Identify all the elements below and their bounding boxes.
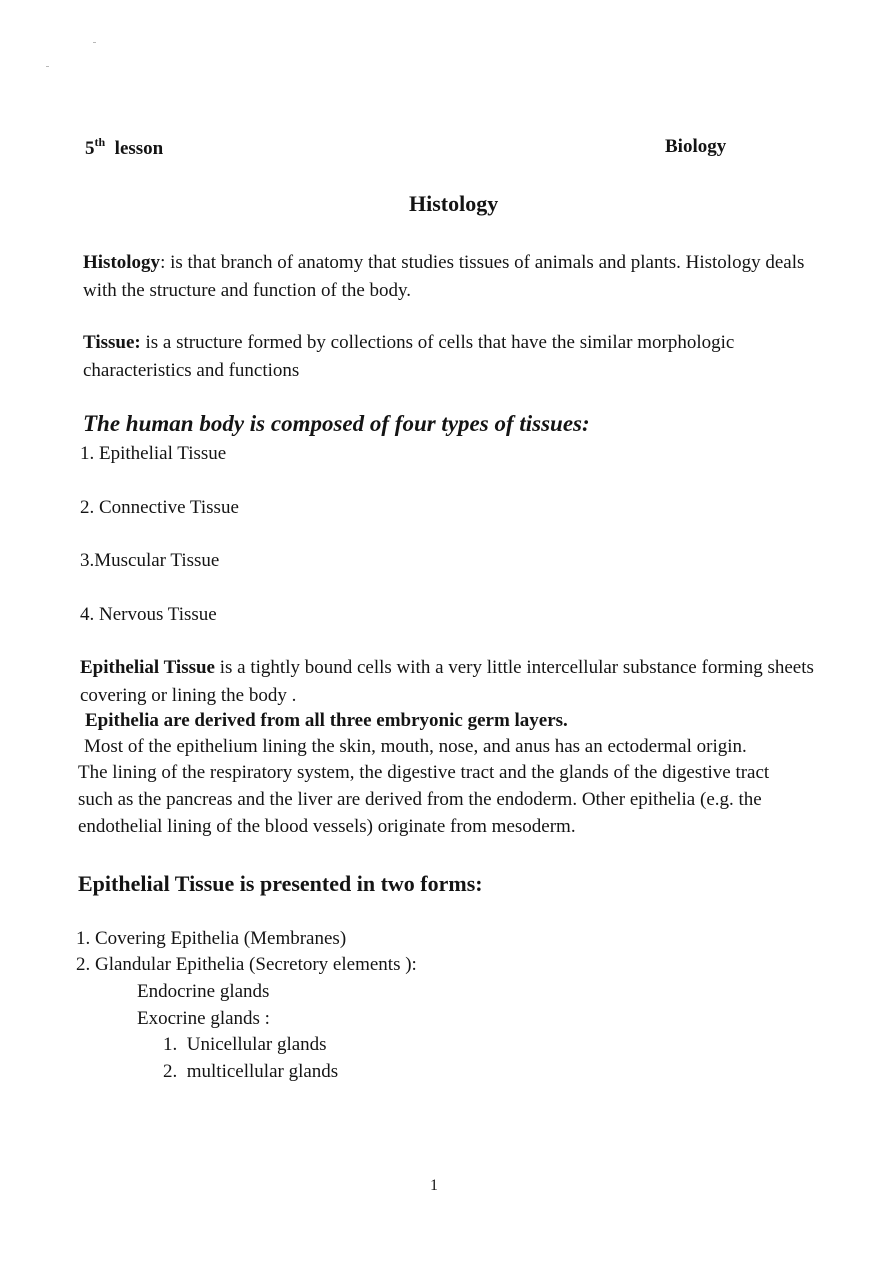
scan-speck	[93, 42, 96, 43]
epithelial-text: is a tightly bound cells with a very little intercellular substance forming sheets covering or lining the body .	[80, 657, 814, 706]
subject-label: Biology	[665, 136, 727, 157]
tissue-type-item: 4. Nervous Tissue	[80, 604, 217, 625]
tissue-types-heading: The human body is composed of four types of tissues:	[83, 411, 590, 436]
form-item: 1. Covering Epithelia (Membranes)	[76, 928, 347, 949]
forms-heading: Epithelial Tissue is presented in two forms:	[78, 871, 483, 896]
page-title: Histology	[409, 191, 499, 216]
epithelial-term: Epithelial Tissue	[80, 657, 215, 678]
origin-line: The lining of the respiratory system, the digestive tract and the glands of the digestive tract	[78, 762, 770, 783]
lesson-word: lesson	[114, 138, 164, 159]
tissue-type-item: 1. Epithelial Tissue	[80, 443, 227, 464]
origin-line: Most of the epithelium lining the skin, mouth, nose, and anus has an ectodermal origin.	[84, 736, 747, 757]
derived-heading: Epithelia are derived from all three embryonic germ layers.	[85, 710, 568, 731]
exocrine-item: 1. Unicellular glands	[163, 1034, 327, 1055]
tissue-text: is a structure formed by collections of cells that have the similar morphologic characteristics and functions	[83, 332, 735, 381]
histology-definition	[83, 249, 813, 305]
page-number: 1	[430, 1177, 438, 1194]
histology-term: Histology	[83, 252, 161, 273]
exocrine-item: 2. multicellular glands	[163, 1061, 339, 1082]
gland-type: Exocrine glands :	[137, 1008, 270, 1029]
origin-line: such as the pancreas and the liver are derived from the endoderm. Other epithelia (e.g. the	[78, 789, 762, 810]
origin-line: endothelial lining of the blood vessels) originate from mesoderm.	[78, 816, 576, 837]
tissue-type-item: 2. Connective Tissue	[80, 497, 239, 518]
lesson-number: 5	[85, 138, 95, 159]
gland-type: Endocrine glands	[137, 981, 270, 1002]
tissue-definition	[83, 329, 813, 385]
epithelial-definition	[80, 654, 815, 710]
tissue-term: Tissue:	[83, 332, 141, 353]
form-item: 2. Glandular Epithelia (Secretory elements ):	[76, 954, 417, 975]
tissue-type-item: 3.Muscular Tissue	[80, 550, 220, 571]
scan-speck	[46, 66, 49, 67]
lesson-suffix: th	[94, 134, 106, 149]
histology-text: : is that branch of anatomy that studies tissues of animals and plants. Histology deals with the structure and function of the body.	[83, 252, 805, 301]
lesson-label	[85, 134, 164, 160]
